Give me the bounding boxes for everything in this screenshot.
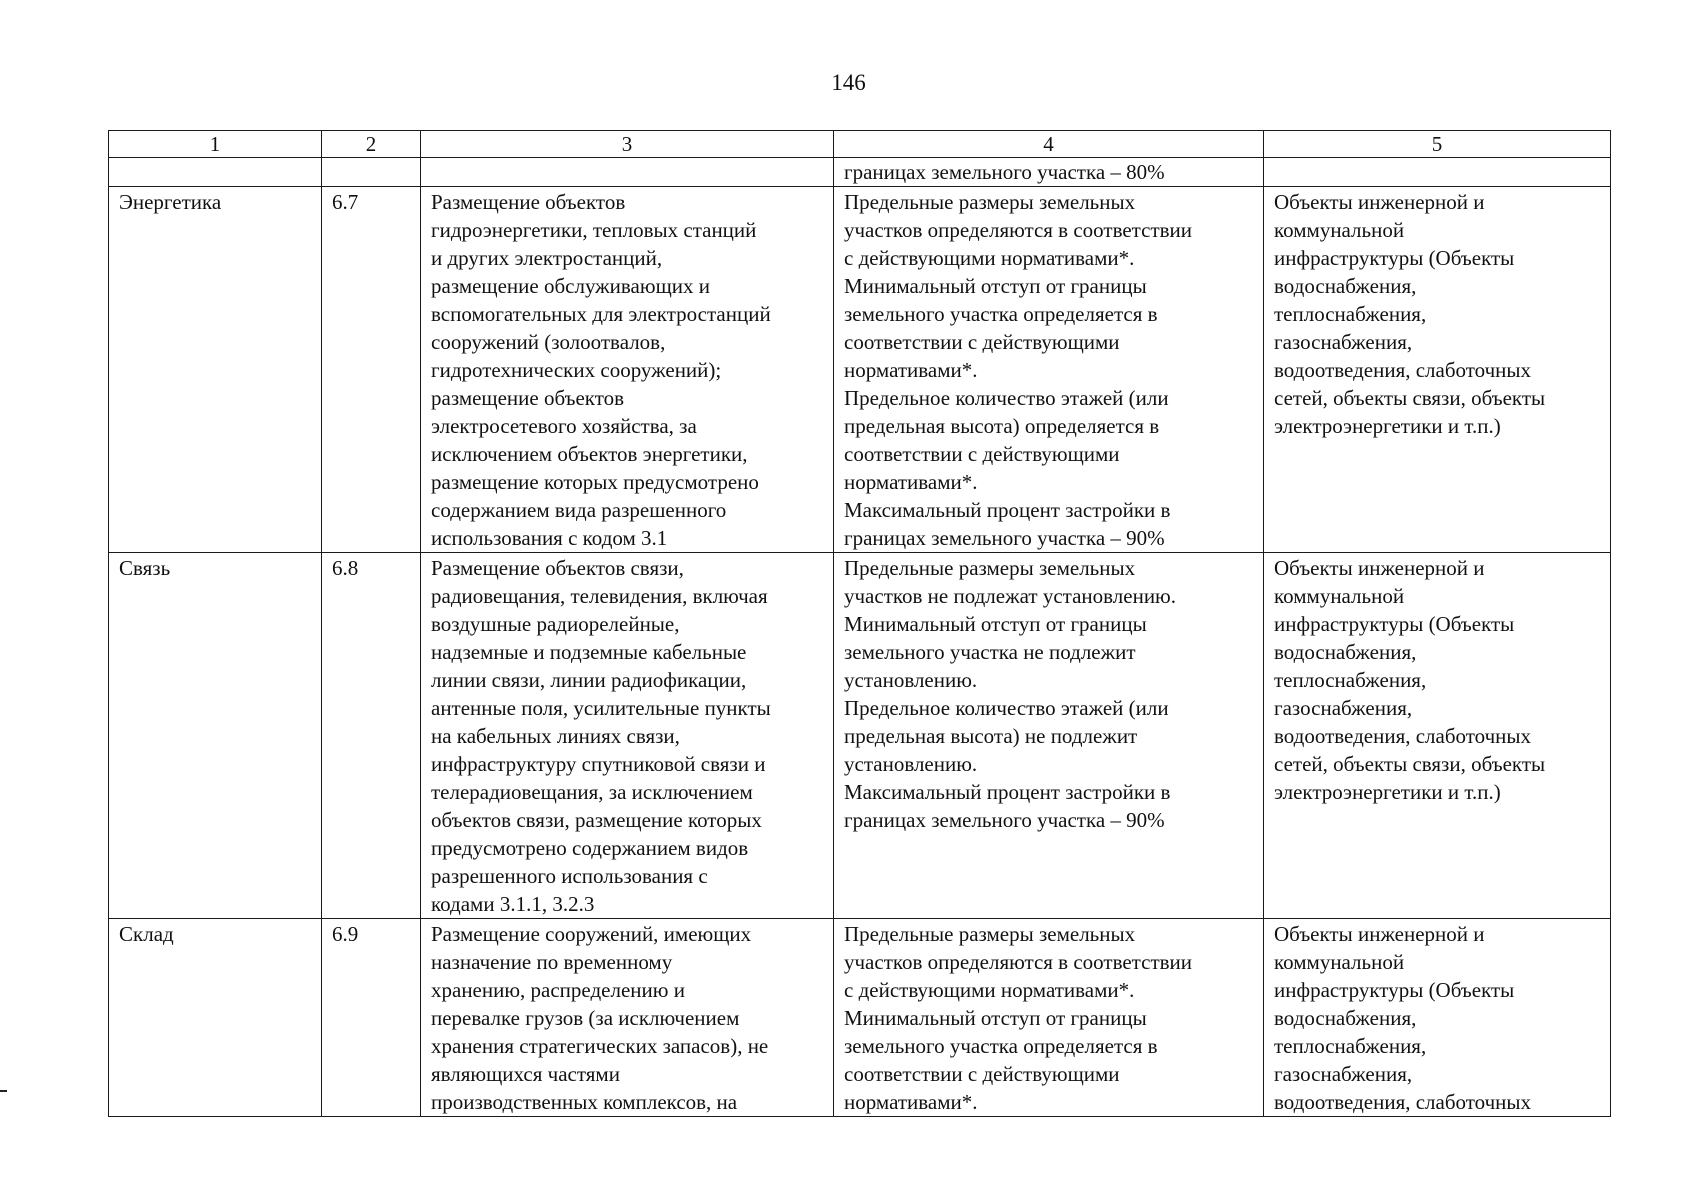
column-number: 5 — [1264, 131, 1611, 158]
table-row — [109, 919, 1611, 1117]
use-type-code: 6.7 — [322, 187, 421, 553]
margin-mark — [0, 1090, 7, 1092]
use-type-parameters: Предельные размеры земельных участков не подлежат установлению. Минимальный отступ от границы земельного участка не подлежит установлению. Предельное количество этажей (или предельная высота) не подлежит установлению. Максимальный процент застройки в границах земельного участка – 90% — [834, 553, 1264, 919]
column-number-row — [109, 131, 1611, 158]
use-type-description: Размещение сооружений, имеющих назначение по временному хранению, распределению и перевалке грузов (за исключением хранения стратегических запасов), не являющихся частями производственных комплексов, на — [421, 919, 834, 1117]
column-number: 4 — [834, 131, 1264, 158]
page-number: 146 — [831, 70, 866, 95]
use-type-auxiliary: Объекты инженерной и коммунальной инфраструктуры (Объекты водоснабжения, теплоснабжения, газоснабжения, водоотведения, слаботочных сетей, объекты связи, объекты электроэнергетики и т.п.) — [1264, 187, 1611, 553]
table-cell — [421, 158, 834, 187]
use-type-auxiliary: Объекты инженерной и коммунальной инфраструктуры (Объекты водоснабжения, теплоснабжения, газоснабжения, водоотведения, слаботочных — [1264, 919, 1611, 1117]
use-type-name: Связь — [109, 553, 322, 919]
column-number: 2 — [322, 131, 421, 158]
use-type-code: 6.9 — [322, 919, 421, 1117]
use-type-code: 6.8 — [322, 553, 421, 919]
table-cell — [322, 158, 421, 187]
use-type-description: Размещение объектов связи, радиовещания, телевидения, включая воздушные радиорелейные, надземные и подземные кабельные линии связи, линии радиофикации, антенные поля, усилительные пункты на кабельных линиях связи, инфраструктуру спутниковой связи и телерадиовещания, за исключением объектов связи, размещение которых предусмотрено содержанием видов разрешенного использования с кодами 3.1.1, 3.2.3 — [421, 553, 834, 919]
table-row — [109, 187, 1611, 553]
use-type-parameters: Предельные размеры земельных участков определяются в соответствии с действующими нормативами*. Минимальный отступ от границы земельного участка определяется в соответствии с действующими нормативами*. Предельное количество этажей (или предельная высота) определяется в соответствии с действующими нормативами*. Максимальный процент застройки в границах земельного участка – 90% — [834, 187, 1264, 553]
use-type-name: Склад — [109, 919, 322, 1117]
table-cell — [1264, 158, 1611, 187]
use-type-name: Энергетика — [109, 187, 322, 553]
land-use-table — [108, 130, 1611, 1117]
continuation-row — [109, 158, 1611, 187]
column-number: 1 — [109, 131, 322, 158]
column-number: 3 — [421, 131, 834, 158]
continuation-text: границах земельного участка – 80% — [834, 158, 1264, 187]
use-type-description: Размещение объектов гидроэнергетики, тепловых станций и других электростанций, размещение обслуживающих и вспомогательных для электростанций сооружений (золоотвалов, гидротехнических сооружений); размещение объектов электросетевого хозяйства, за исключением объектов энергетики, размещение которых предусмотрено содержанием вида разрешенного использования с кодом 3.1 — [421, 187, 834, 553]
use-type-parameters: Предельные размеры земельных участков определяются в соответствии с действующими нормативами*. Минимальный отступ от границы земельного участка определяется в соответствии с действующими нормативами*. — [834, 919, 1264, 1117]
table-cell — [109, 158, 322, 187]
table-row — [109, 553, 1611, 919]
use-type-auxiliary: Объекты инженерной и коммунальной инфраструктуры (Объекты водоснабжения, теплоснабжения, газоснабжения, водоотведения, слаботочных сетей, объекты связи, объекты электроэнергетики и т.п.) — [1264, 553, 1611, 919]
